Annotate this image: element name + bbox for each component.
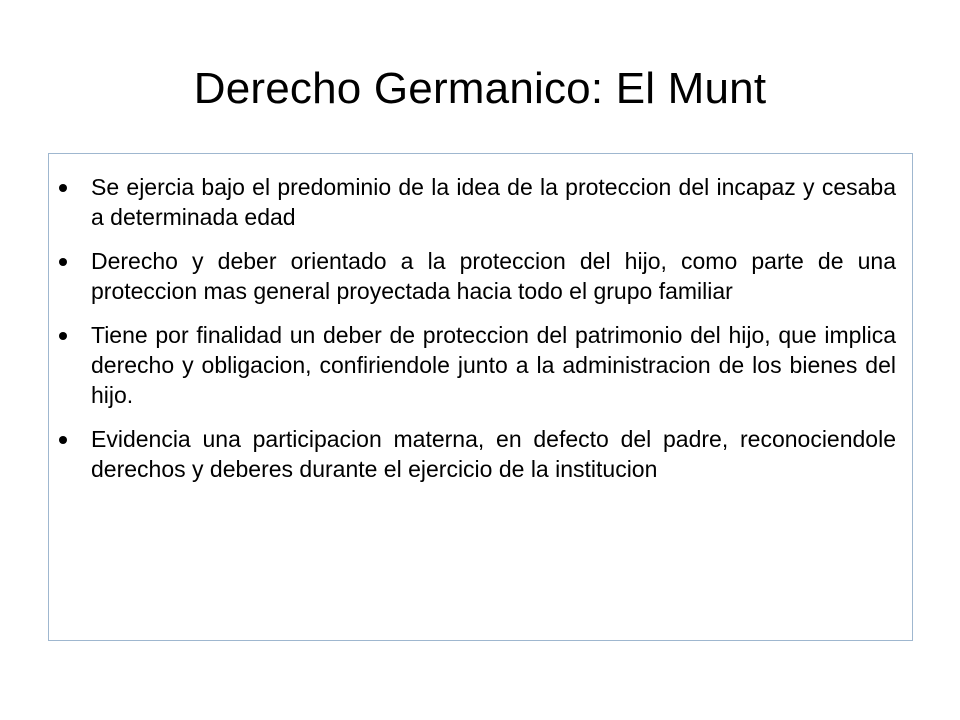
bullet-dot-icon <box>59 184 67 192</box>
bullet-list <box>91 172 896 498</box>
bullet-item <box>91 320 896 410</box>
bullet-text: Tiene por finalidad un deber de proteccion del patrimonio del hijo, que implica derecho y obligacion, confiriendole junto a la administracion de los bienes del hijo. <box>91 322 896 408</box>
bullet-dot-icon <box>59 332 67 340</box>
bullet-dot-icon <box>59 258 67 266</box>
bullet-item <box>91 172 896 232</box>
bullet-item <box>91 424 896 484</box>
bullet-text: Derecho y deber orientado a la proteccion del hijo, como parte de una proteccion mas general proyectada hacia todo el grupo familiar <box>91 248 896 304</box>
bullet-text: Evidencia una participacion materna, en defecto del padre, reconociendole derechos y deberes durante el ejercicio de la institucion <box>91 426 896 482</box>
bullet-text: Se ejercia bajo el predominio de la idea de la proteccion del incapaz y cesaba a determinada edad <box>91 174 896 230</box>
slide-title: Derecho Germanico: El Munt <box>193 64 767 113</box>
content-box <box>48 153 913 641</box>
bullet-dot-icon <box>59 436 67 444</box>
bullet-item <box>91 246 896 306</box>
